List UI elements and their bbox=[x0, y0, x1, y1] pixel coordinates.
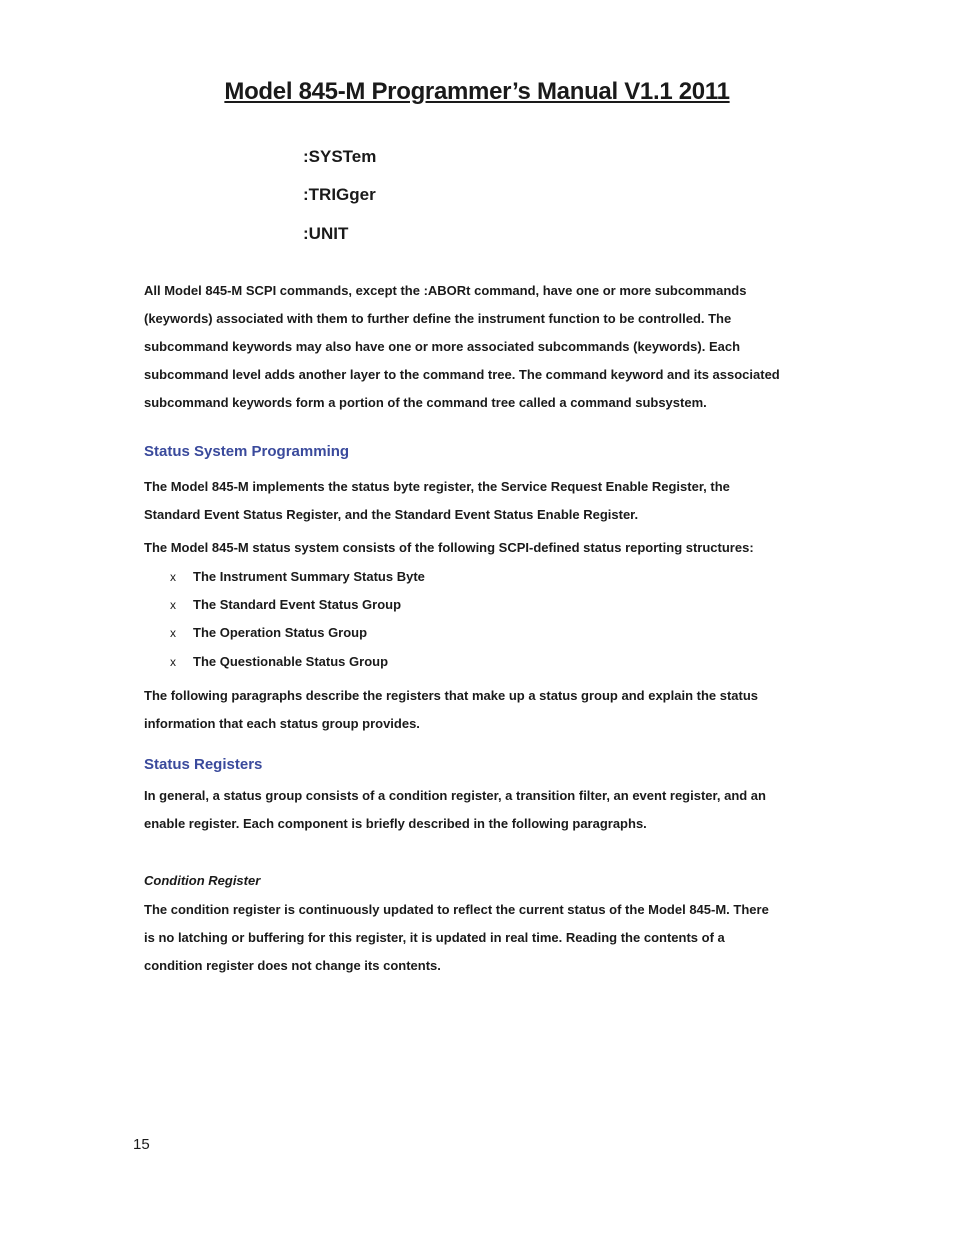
subheading-condition-register: Condition Register bbox=[144, 873, 261, 888]
list-item: x The Standard Event Status Group bbox=[170, 597, 402, 612]
page-number: 15 bbox=[133, 1136, 150, 1153]
text-line: enable register. Each component is briefly described in the following paragraphs. bbox=[144, 816, 647, 831]
section-heading-status-registers: Status Registers bbox=[144, 756, 263, 773]
text-line: In general, a status group consists of a condition register, a transition filter, an event register, and an bbox=[144, 788, 766, 803]
status-system-paragraph-1 bbox=[144, 473, 804, 529]
command-trigger: :TRIGger bbox=[303, 185, 376, 204]
status-system-paragraph-3 bbox=[144, 682, 804, 738]
text-line: Standard Event Status Register, and the Standard Event Status Enable Register. bbox=[144, 507, 639, 522]
text-line: (keywords) associated with them to further define the instrument function to be controlled. The bbox=[144, 311, 732, 326]
list-item: x The Instrument Summary Status Byte bbox=[170, 569, 425, 584]
section-heading-status-system: Status System Programming bbox=[144, 443, 350, 460]
page-title: Model 845-M Programmer’s Manual V1.1 2011 bbox=[224, 78, 730, 105]
command-system: :SYSTem bbox=[303, 147, 377, 166]
status-registers-paragraph bbox=[144, 782, 804, 838]
bullet-marker: x bbox=[170, 598, 176, 612]
bullet-marker: x bbox=[170, 655, 176, 669]
status-system-paragraph-2: The Model 845-M status system consists of the following SCPI-defined status reporting structures: bbox=[144, 540, 754, 555]
text-line: The following paragraphs describe the registers that make up a status group and explain the status bbox=[144, 688, 759, 703]
bullet-marker: x bbox=[170, 570, 176, 584]
text-line: is no latching or buffering for this register, it is updated in real time. Reading the contents of a bbox=[144, 930, 725, 945]
text-line: subcommand level adds another layer to the command tree. The command keyword and its associated bbox=[144, 367, 780, 382]
bullet-marker: x bbox=[170, 626, 176, 640]
text-line: information that each status group provides. bbox=[144, 716, 420, 731]
text-line: condition register does not change its contents. bbox=[144, 958, 441, 973]
text-line: All Model 845-M SCPI commands, except the :ABORt command, have one or more subcommands bbox=[144, 283, 747, 298]
text-line: subcommand keywords may also have one or more associated subcommands (keywords). Each bbox=[144, 339, 741, 354]
condition-register-paragraph bbox=[144, 896, 804, 980]
text-line: The condition register is continuously updated to reflect the current status of the Model 845-M. There bbox=[144, 902, 769, 917]
intro-paragraph bbox=[144, 277, 804, 417]
list-item: x The Operation Status Group bbox=[170, 625, 368, 640]
text-line: subcommand keywords form a portion of the command tree called a command subsystem. bbox=[144, 395, 707, 410]
command-unit: :UNIT bbox=[303, 224, 349, 243]
list-item: x The Questionable Status Group bbox=[170, 654, 389, 669]
text-line: The Model 845-M implements the status byte register, the Service Request Enable Register, the bbox=[144, 479, 730, 494]
